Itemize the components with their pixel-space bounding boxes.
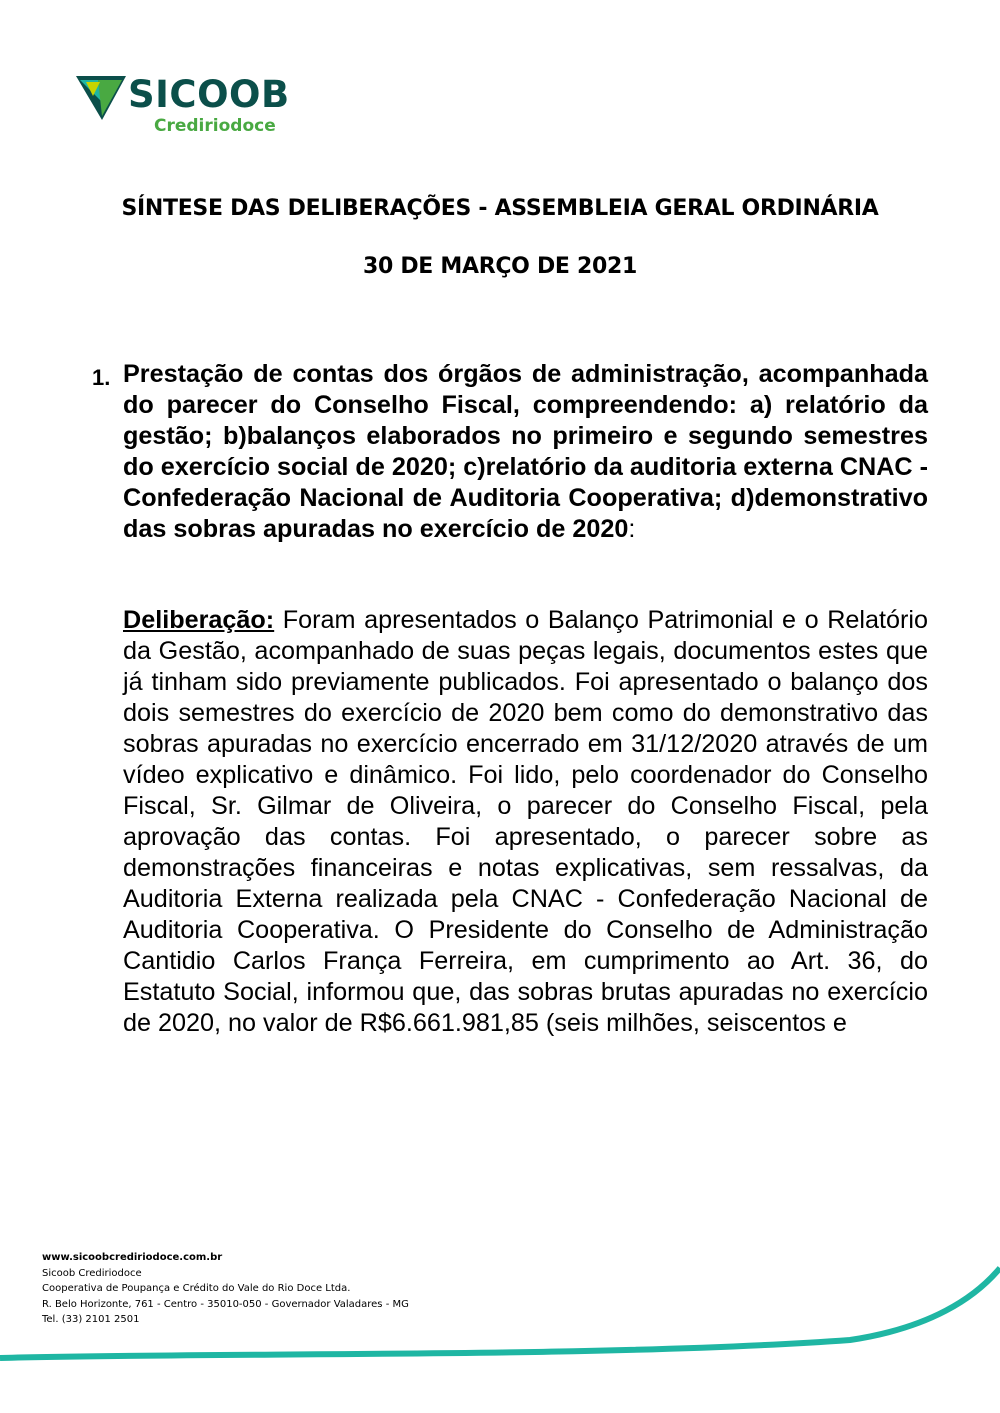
footer-wave-decoration [0,1240,1000,1413]
sicoob-logo-icon [76,72,128,124]
deliberation-text: Foram apresentados o Balanço Patrimonial e o Relatório da Gestão, acompanhado de suas peças legais, documentos estes que já tinham sido previamente publicados. Foi apresentado o balanço dos dois semestres do exercício de 2020 bem como do demonstrativo das sobras apuradas no exercício encerrado em 31/12/2020 através de um vídeo explicativo e dinâmico. Foi lido, pelo coordenador do Conselho Fiscal, Sr. Gilmar de Oliveira, o parecer do Conselho Fiscal, pela aprovação das contas. Foi apresentado, o parecer sobre as demonstrações financeiras e notas explicativas, sem ressalvas, da Auditoria Externa realizada pela CNAC - Confederação Nacional de Auditoria Cooperativa. O Presidente do Conselho de Administração Cantidio Carlos França Ferreira, em cumprimento ao Art. 36, do Estatuto Social, informou que, das sobras brutas apuradas no exercício de 2020, no valor de R$6.661.981,85 (seis milhões, seiscentos e [123,606,928,1037]
footer-website[interactable]: www.sicoobcrediriodoce.com.br [42,1252,223,1263]
item-number: 1. [92,365,111,390]
footer-name: Sicoob Crediriodoce [42,1267,142,1279]
footer-address: R. Belo Horizonte, 761 - Centro - 35010-050 - Governador Valadares - MG [42,1298,409,1310]
logo-sub-text: Crediriodoce [154,116,276,136]
item-heading-colon: : [628,515,636,543]
deliberation-paragraph [123,605,928,1039]
logo-brand-text: SICOOB [128,73,290,116]
deliberation-label: Deliberação: [123,606,275,634]
footer-phone: Tel. (33) 2101 2501 [42,1314,140,1325]
sicoob-logo [76,72,296,142]
item-heading [123,359,928,545]
document-date: 30 DE MARÇO DE 2021 [362,254,638,279]
document-title: SÍNTESE DAS DELIBERAÇÕES - ASSEMBLEIA GERAL ORDINÁRIA [121,196,879,221]
item-heading-text: Prestação de contas dos órgãos de administração, acompanhada do parecer do Conselho Fiscal, compreendendo: a) relatório da gestão; b)balanços elaborados no primeiro e segundo semestres do exercício social de 2020; c)relatório da auditoria externa CNAC - Confederação Nacional de Auditoria Cooperativa; d)demonstrativo das sobras apuradas no exercício de 2020 [123,360,928,543]
footer-legal-name: Cooperativa de Poupança e Crédito do Vale do Rio Doce Ltda. [42,1283,351,1294]
